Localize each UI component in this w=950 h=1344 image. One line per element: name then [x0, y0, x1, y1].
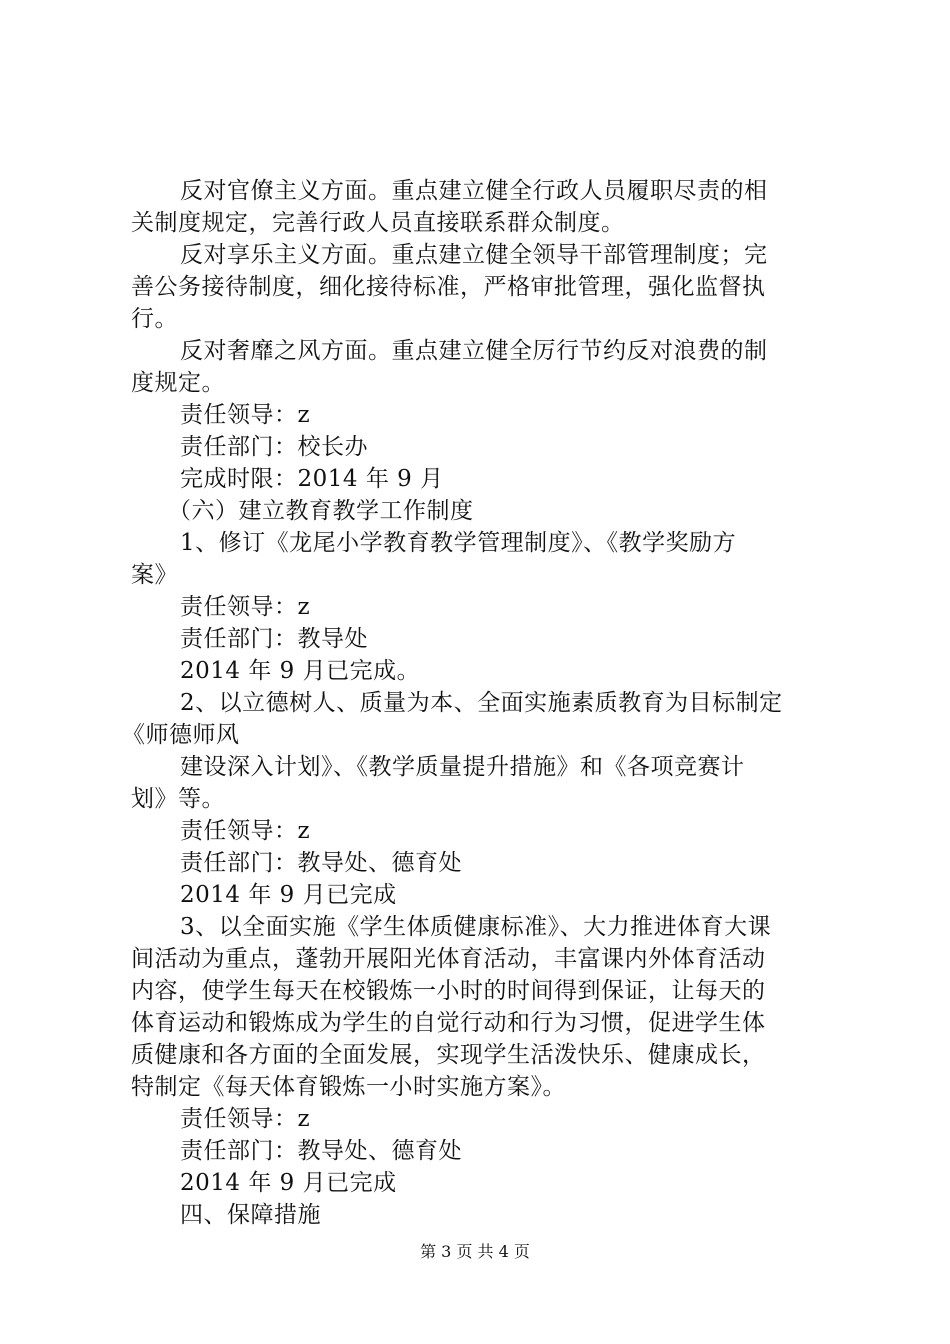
section-heading: （六）建立教育教学工作制度: [168, 498, 474, 524]
text-line: 2、以立德树人、质量为本、全面实施素质教育为目标制定: [180, 690, 783, 716]
text-line: 反对奢靡之风方面。重点建立健全厉行节约反对浪费的制: [180, 338, 768, 364]
text-line: 责任领导：z: [180, 1106, 311, 1132]
text-line: 特制定《每天体育锻炼一小时实施方案》。: [131, 1074, 566, 1100]
text-line: 3、以全面实施《学生体质健康标准》、大力推进体育大课: [180, 914, 772, 940]
text-line: 内容，使学生每天在校锻炼一小时的时间得到保证，让每天的: [131, 978, 766, 1004]
text-line: 完成时限：2014 年 9 月: [180, 466, 444, 492]
text-line: 2014 年 9 月已完成: [180, 882, 397, 908]
text-line: 建设深入计划》、《教学质量提升措施》和《各项竞赛计: [180, 754, 745, 780]
text-line: 1、修订《龙尾小学教育教学管理制度》、《教学奖励方: [180, 530, 737, 556]
text-line: 责任部门：教导处: [180, 626, 368, 652]
text-line: 2014 年 9 月已完成: [180, 1170, 397, 1196]
text-line: 责任领导：z: [180, 594, 311, 620]
text-line: 间活动为重点，蓬勃开展阳光体育活动，丰富课内外体育活动: [131, 946, 766, 972]
text-line: 体育运动和锻炼成为学生的自觉行动和行为习惯，促进学生体: [131, 1010, 766, 1036]
page-number-footer: 第 3 页 共 4 页: [420, 1242, 530, 1261]
text-line: 责任领导：z: [180, 818, 311, 844]
text-line: 2014 年 9 月已完成。: [180, 658, 421, 684]
text-line: 善公务接待制度，细化接待标准，严格审批管理，强化监督执: [131, 274, 766, 300]
text-line: 责任部门：校长办: [180, 434, 368, 460]
text-line: 度规定。: [131, 370, 225, 396]
section-heading: 四、保障措施: [180, 1202, 321, 1228]
text-line: 质健康和各方面的全面发展，实现学生活泼快乐、健康成长，: [131, 1042, 766, 1068]
text-line: 关制度规定，完善行政人员直接联系群众制度。: [131, 210, 625, 236]
text-line: 责任部门：教导处、德育处: [180, 1138, 462, 1164]
text-line: 划》等。: [131, 786, 225, 812]
text-line: 反对享乐主义方面。重点建立健全领导干部管理制度；完: [180, 242, 768, 268]
text-line: 案》: [131, 562, 178, 588]
text-line: 责任领导：z: [180, 402, 311, 428]
text-line: 行。: [131, 306, 178, 332]
text-line: 反对官僚主义方面。重点建立健全行政人员履职尽责的相: [180, 178, 768, 204]
text-line: 责任部门：教导处、德育处: [180, 850, 462, 876]
text-line: 《师德师风: [122, 722, 240, 748]
